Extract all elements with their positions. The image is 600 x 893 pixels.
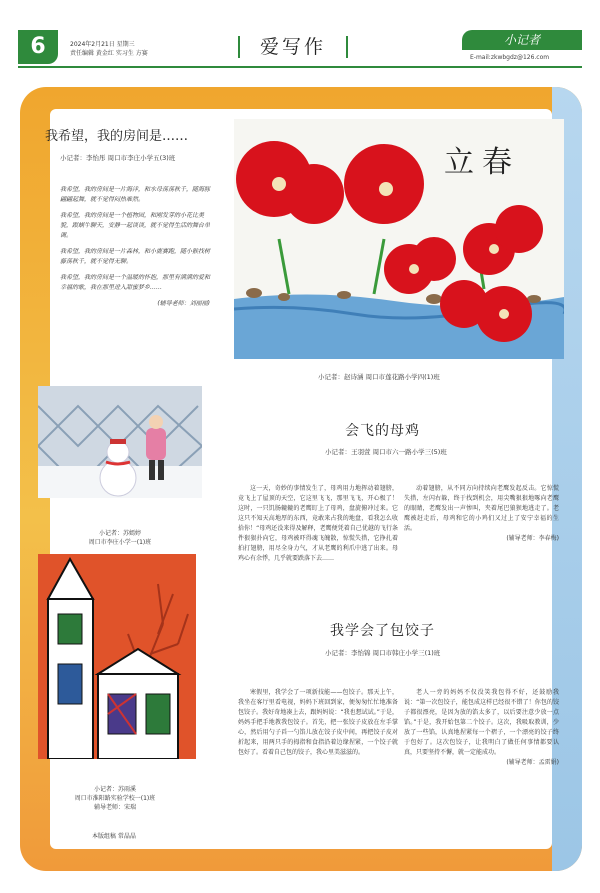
- article2-column-2: [404, 688, 559, 838]
- poem-title: 我希望，我的房间是……: [45, 129, 189, 144]
- spring-artwork: [234, 119, 564, 359]
- article1-column-1: [238, 484, 398, 614]
- article1-title: 会飞的母鸡: [345, 423, 420, 439]
- issue-date: 2024年2月21日 星期三: [70, 41, 135, 48]
- header-rule: [18, 66, 582, 68]
- artwork-title-text: 立春: [444, 145, 520, 180]
- photo2-caption-teacher: 辅导老师：宋瑞: [93, 804, 136, 811]
- church-drawing: [38, 554, 196, 759]
- photo2-caption-name: 小记者：苏雨溪: [93, 786, 136, 793]
- editor-credit: 本版组稿 常晶晶: [92, 833, 136, 840]
- staff-credit: 责任编辑 黄金红 实习生 方赛: [70, 50, 148, 57]
- snowman-photo-illustration: [38, 386, 202, 498]
- contact-email: E-mail:zkwbgdz@126.com: [470, 54, 550, 61]
- issue-date-staff: [70, 40, 148, 58]
- article2-text-1: 寒假里，我学会了一项新技能——包饺子。那天上午，我坐在客厅里看电视，妈妈下班回到家，便匆匆忙忙地准备包饺子。我好奇地凑上去，跟妈妈说：“我也想试试。”于是，妈妈手把手地教我包饺子。首先，把一张饺子皮放在左手掌心，然后用勺子舀一勺馅儿放在饺子皮中间，再把饺子皮对折起来，用两只手的拇指和食指沿着边缘捏紧，一个饺子就包好了。看着自己包的饺子，我心里美滋滋的。: [238, 689, 398, 756]
- article2-text-2: 老人一旁的妈妈不仅没笑我包得不好，还鼓励我说：“第一次包饺子，能包成这样已经很不错了！你包的饺子都很漂亮，是因为放的馅太多了，以后要注意少放一点馅。”于是，我开始包第二个饺子。这次，我吸取教训，少放了一些馅，认真地捏紧每一个褶子，一个漂亮的饺子终于包好了。这次包饺子，让我明白了做任何事情都要认真，只要坚持不懈，就一定能成功。: [404, 689, 559, 756]
- section-title: 爱写作: [259, 36, 326, 58]
- page-number: 6: [18, 30, 58, 64]
- article1-byline: 小记者：王羽萱 周口市六一路小学三(5)班: [325, 448, 447, 456]
- poem-stanza: 我希望，我的房间是一个植物园，和刚发芽的小花比美貌，跟蜗牛聊天，安静一起谈谈，就不觉得生活的舞台单调。: [60, 212, 211, 239]
- article2-title: 我学会了包饺子: [330, 623, 435, 639]
- poem-stanza: 我希望，我的房间是一片海洋，和水母荡荡秋千，随海豚翩翩起舞，就不觉得闷热难熬。: [60, 186, 211, 203]
- section-divider-right: [346, 36, 348, 58]
- article2-column-1: [238, 688, 398, 838]
- article2-byline: 小记者：李怡锦 周口市韩庄小学三(1)班: [325, 649, 441, 657]
- photo2-caption-school: 周口市淮阳路实验学校一(1)班: [74, 795, 156, 802]
- article1-column-2: [404, 484, 559, 614]
- poem-stanza: 我希望，我的房间是一个温暖的怀抱，那里有满满的爱和幸福的歌，我在那里进入甜蜜梦乡……: [60, 274, 211, 291]
- church-drawing-illustration: [38, 554, 196, 759]
- photo1-caption: [60, 529, 180, 547]
- article1-teacher: (辅导老师：李春梅): [506, 535, 559, 542]
- poem-byline: 小记者：李怡彤 周口市李庄小学五(3)班: [60, 154, 176, 162]
- artwork-caption: 小记者：赵诗涵 周口市莲花路小学四(1)班: [318, 373, 440, 381]
- article2-teacher: (辅导老师：孟雷娟): [506, 759, 559, 766]
- photo2-caption: [50, 785, 180, 812]
- brand-logo: 小记者: [462, 30, 582, 50]
- photo1-caption-name: 小记者：苏嫣婷: [98, 530, 141, 537]
- article1-text-1: 这一天，奇妙的事情发生了，母鸡用力地挥动着翅膀，竟飞上了屋顶的天空，它这里飞飞，那里飞飞，开心极了！这时，一只饥肠辘辘的老鹰盯上了母鸡，盘旋俯冲过来。它这只不知天高地厚的东西，竟敢来占我的地盘，看我怎么收拾你！“母鸡还没来得及解释，老鹰便凭着自己优越的飞行条件狠狠扑向它，母鸡被吓得魂飞魄散，惊慌失措，它挣扎着拍打翅膀，用尽全身力气，才从老鹰的利爪中逃了出来。母鸡心有余悸，几乎就要跌落下去……: [238, 485, 398, 562]
- poem-body: [60, 185, 210, 309]
- photo1-caption-school: 周口市李庄小学一(1)班: [88, 539, 152, 546]
- article1-text-2: 动着翅膀，从不同方向持续向老鹰发起反击。它惊慌失措，左闪右躲，终于找到机会，用尖嘴狠狠地啄向老鹰的眼睛，老鹰发出一声惨叫，夹着尾巴狼狈地逃走了。老鹰被赶走后，母鸡和它的小鸡们又过上了安宁幸福的生活。: [404, 485, 559, 532]
- snowman-photo: [38, 386, 202, 498]
- poem-teacher: (辅导老师：刘丽丽): [157, 300, 210, 307]
- poem-stanza: 我希望，我的房间是一片森林，和小鹿赛跑，随小猴找树藤荡秋千，就不觉得无聊。: [60, 248, 211, 265]
